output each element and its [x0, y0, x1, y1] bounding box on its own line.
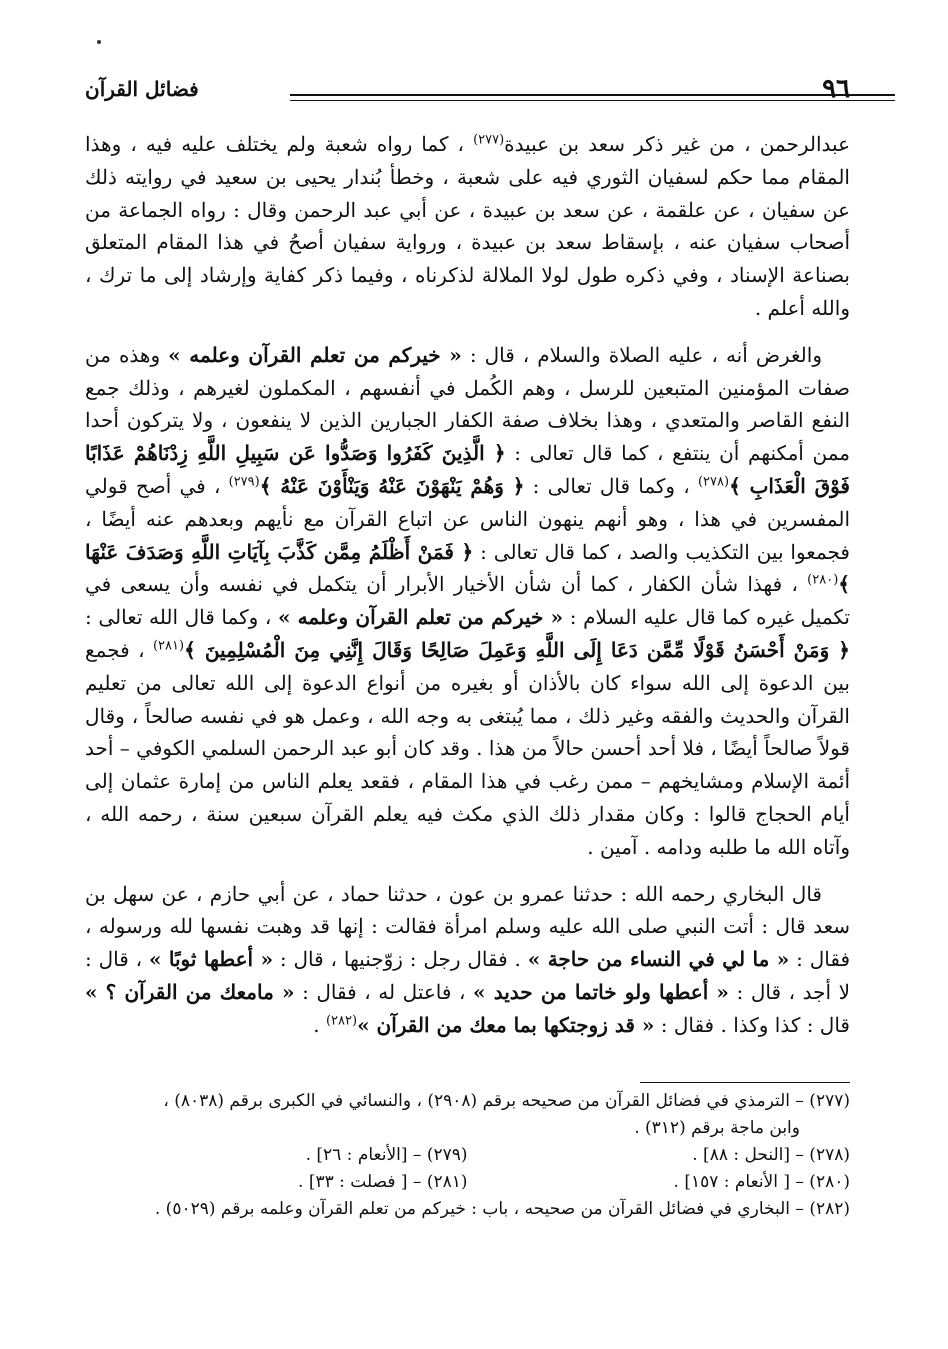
footnote-279: (٢٧٩) – [الأنعام : ٢٦] . — [305, 1145, 468, 1165]
hadith-quote: « قد زوجتكها بما معك من القرآن » — [357, 1012, 655, 1037]
footnote-ref: (٢٨٠) — [807, 572, 839, 588]
running-title: فضائل القرآن — [85, 77, 199, 101]
text-run: ، قال : لا أجد ، قال : — [85, 947, 850, 1004]
text-run: ، في أصح قولي المفسرين في هذا ، وهو أنهم ينهون الناس عن اتباع القرآن مع نأيهم وبعدهم عنه أيضًا ، فجمعوا بين التكذيب والصد ، كما قال تعالى : — [85, 473, 850, 564]
paragraph-1 — [85, 128, 850, 325]
text-run: . — [313, 1012, 326, 1037]
footnote-281: (٢٨١) – [ فصلت : ٣٣] . — [298, 1172, 468, 1192]
hadith-quote: « خيركم من تعلم القرآن وعلمه » — [168, 342, 462, 367]
text-run: . فقال رجل : زوّجنيها ، قال : — [273, 947, 528, 972]
quran-verse: ﴿ وَمَنْ أَحْسَنُ قَوْلًا مِّمَّن دَعَا إِلَى اللَّهِ وَعَمِلَ صَالِحًا وَقَالَ إِنَّنِي مِنَ الْمُسْلِمِينَ ﴾ — [184, 637, 850, 662]
footnote-separator — [640, 1082, 850, 1083]
text-run: ، فجمع بين الدعوة إلى الله سواء كان بالأذان أو بغيره من أنواع الدعوة إلى الله تعالى من تعليم القرآن والحديث والفقه وغير ذلك ، مما يُبتغى به وجه الله ، وعمل هو في نفسه صالحاً ، وقال قولاً صالحاً أيضًا ، فلا أحد أحسن حالاً من هذا . وقد كان أبو عبد الرحمن السلمي الكوفي – أحد أئمة الإسلام ومشايخهم – ممن رغب في هذا المقام ، فقعد يعلم الناس من إمارة عثمان إلى أيام الحجاج قالوا : وكان مقدار ذلك الذي مكث فيه يعلم القرآن سبعين سنة ، رحمه الله ، وآتاه الله ما طلبه ودامه . آمين . — [85, 637, 850, 859]
hadith-quote: « أعطها ثوبًا » — [148, 947, 274, 972]
footnote-row — [85, 1142, 850, 1169]
page-number: ٩٦ — [822, 74, 850, 104]
header-rule — [290, 94, 895, 101]
footnote-ref: (٢٧٨) — [697, 474, 730, 490]
text-run: ، وكما قال الله تعالى : — [85, 605, 278, 630]
footnote-280: (٢٨٠) – [ الأنعام : ١٥٧] . — [673, 1172, 850, 1192]
text-run: عبدالرحمن ، من غير ذكر سعد بن عبيدة — [504, 132, 850, 156]
footnote-row — [85, 1169, 850, 1196]
scan-speck — [97, 40, 101, 44]
main-text — [85, 128, 850, 1042]
text-run: ، كما رواه شعبة ولم يختلف عليه فيه ، وهذا المقام مما حكم لسفيان الثوري فيه على شعبة ، وخطأ بُندار يحيى بن سعيد في روايته ذلك عن سفيان ، عن علقمة ، عن سعد بن عبيدة ، عن أبي عبد الرحمن وقال : رواه الجماعة من أصحاب سفيان عنه ، بإسقاط سعد بن عبيدة ، ورواية سفيان أصحُ في هذا المقام المتعلق بصناعة الإسناد ، وفي ذكره طول لولا الملالة لذكرناه ، وفيما ذكر كفاية وإرشاد إلى ما ترك ، والله أعلم . — [85, 132, 850, 320]
hadith-quote: « ما لي في النساء من حاجة » — [527, 947, 790, 972]
text-run: ، وكما قال تعالى : — [524, 473, 698, 498]
footnote-278: (٢٧٨) – [النحل : ٨٨] . — [692, 1145, 850, 1165]
hadith-quote: « خيركم من تعلم القرآن وعلمه » — [277, 605, 564, 630]
page-header — [85, 72, 850, 106]
footnote-ref: (٢٨٢) — [325, 1013, 358, 1029]
footnote-282: (٢٨٢) – البخاري في فضائل القرآن من صحيحه ، باب : خيركم من تعلم القرآن وعلمه برقم (٥٠٢٩) . — [154, 1199, 850, 1219]
paragraph-3 — [85, 878, 850, 1042]
footnote-277: (٢٧٧) – الترمذي في فضائل القرآن من صحيحه برقم (٢٩٠٨) ، والنسائي في الكبرى برقم (٨٠٣٨) ، — [163, 1091, 850, 1111]
paragraph-2 — [85, 339, 850, 864]
quran-verse: ﴿ فَمَنْ أَظْلَمُ مِمَّن كَذَّبَ بِآيَاتِ اللَّهِ وَصَدَفَ عَنْهَا ﴾ — [85, 539, 850, 597]
footnote-ref: (٢٨١) — [152, 638, 185, 654]
text-run: قال : كذا وكذا . فقال : — [654, 1012, 850, 1037]
text-run: ، فهذا شأن الكفار ، كما أن شأن الأخيار الأبرار أن يتكمل في نفسه وأن يسعى في تكميل غيره كما قال عليه السلام : — [85, 572, 850, 630]
text-run: ، فاعتل له ، فقال : — [294, 979, 474, 1004]
quran-verse: ﴿ وَهُمْ يَنْهَوْنَ عَنْهُ وَيَنْأَوْنَ عَنْهُ ﴾ — [259, 473, 525, 498]
footnote-277-continuation: وابن ماجة برقم (٣١٢) . — [634, 1118, 800, 1138]
footnote-ref: (٢٧٩) — [228, 474, 260, 490]
hadith-quote: « أعطها ولو خاتما من حديد » — [473, 979, 729, 1004]
footnotes — [85, 1088, 850, 1223]
hadith-quote: « مامعك من القرآن ؟ » — [85, 979, 295, 1004]
footnote-ref: (٢٧٧) — [473, 132, 505, 148]
quran-verse: ﴿ الَّذِينَ كَفَرُوا وَصَدُّوا عَن سَبِيلِ اللَّهِ زِدْنَاهُمْ عَذَابًا فَوْقَ الْعَذَابِ ﴾ — [85, 441, 850, 498]
text-run: وهذه من صفات المؤمنين المتبعين للرسل ، وهم الكُمل في أنفسهم ، المكملون لغيرهم ، وذلك جمع النفع القاصر والمتعدي ، وهذا بخلاف صفة الكفار الجبارين الذين لا ينفعون ، ولا يتركون أحدا ممن أمكنهم أن ينتفع ، كما قال تعالى : — [85, 342, 851, 466]
text-run: قال البخاري رحمه الله : حدثنا عمرو بن عون ، حدثنا حماد ، عن أبي حازم ، عن سهل بن سعد قال : أتت النبي صلى الله عليه وسلم امرأة فقالت : إنها قد وهبت نفسها لله ورسوله ، فقال : — [85, 881, 851, 972]
text-run: والغرض أنه ، عليه الصلاة والسلام ، قال : — [461, 342, 822, 367]
